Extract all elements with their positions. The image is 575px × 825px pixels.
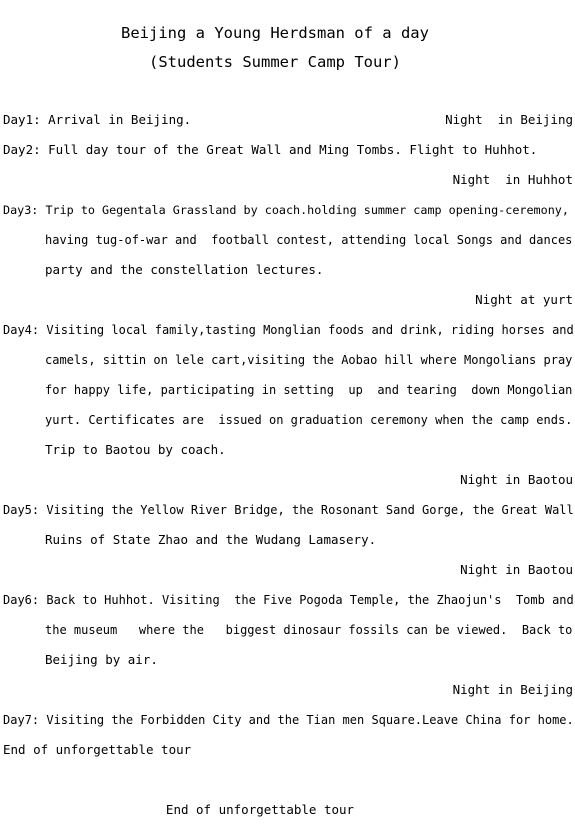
day5-line-2: Ruins of State Zhao and the Wudang Lamasery. — [45, 532, 377, 547]
day4-line-4: yurt. Certificates are issued on graduation ceremony when the camp ends. — [45, 413, 573, 427]
day4-line-1: Day4: Visiting local family,tasting Monglian foods and drink, riding horses and — [3, 323, 574, 337]
day3-line-3: party and the constellation lectures. — [45, 262, 324, 277]
day4-line-3: for happy life, participating in setting up and tearing down Mongolian — [45, 383, 573, 397]
day6-line-3: Beijing by air. — [45, 652, 158, 667]
day5-night: Night in Baotou — [460, 562, 573, 577]
day3-night: Night at yurt — [475, 292, 573, 307]
day4-line-5: Trip to Baotou by coach. — [45, 442, 226, 457]
day1-row — [3, 105, 573, 135]
day7-text: Day7: Visiting the Forbidden City and the Tian men Square.Leave China for home. — [3, 713, 574, 727]
day6-line-2: the museum where the biggest dinosaur fossils can be viewed. Back to — [45, 623, 573, 637]
day3-line-1: Day3: Trip to Gegentala Grassland by coach.holding summer camp opening-ceremony, — [3, 203, 569, 217]
day6-night: Night in Beijing — [452, 682, 573, 697]
day6-line-1: Day6: Back to Huhhot. Visiting the Five Pogoda Temple, the Zhaojun's Tomb and — [3, 593, 574, 607]
day2-night: Night in Huhhot — [452, 172, 573, 187]
day2-text: Day2: Full day tour of the Great Wall and Ming Tombs. Flight to Huhhot. — [3, 142, 538, 157]
day3-line-2: having tug-of-war and football contest, attending local Songs and dances — [45, 233, 573, 247]
title-line-1: Beijing a Young Herdsman of a day — [121, 24, 429, 42]
day5-line-1: Day5: Visiting the Yellow River Bridge, the Rosonant Sand Gorge, the Great Wall — [3, 503, 574, 517]
title-line-2: (Students Summer Camp Tour) — [149, 53, 401, 71]
day1-night: Night in Beijing — [445, 112, 573, 127]
day1-text: Day1: Arrival in Beijing. — [3, 112, 192, 127]
day4-line-2: camels, sittin on lele cart,visiting the Aobao hill where Mongolians pray — [45, 353, 573, 367]
footer-end: End of unforgettable tour — [165, 802, 355, 817]
itinerary-end: End of unforgettable tour — [3, 742, 192, 757]
day4-night: Night in Baotou — [460, 472, 573, 487]
